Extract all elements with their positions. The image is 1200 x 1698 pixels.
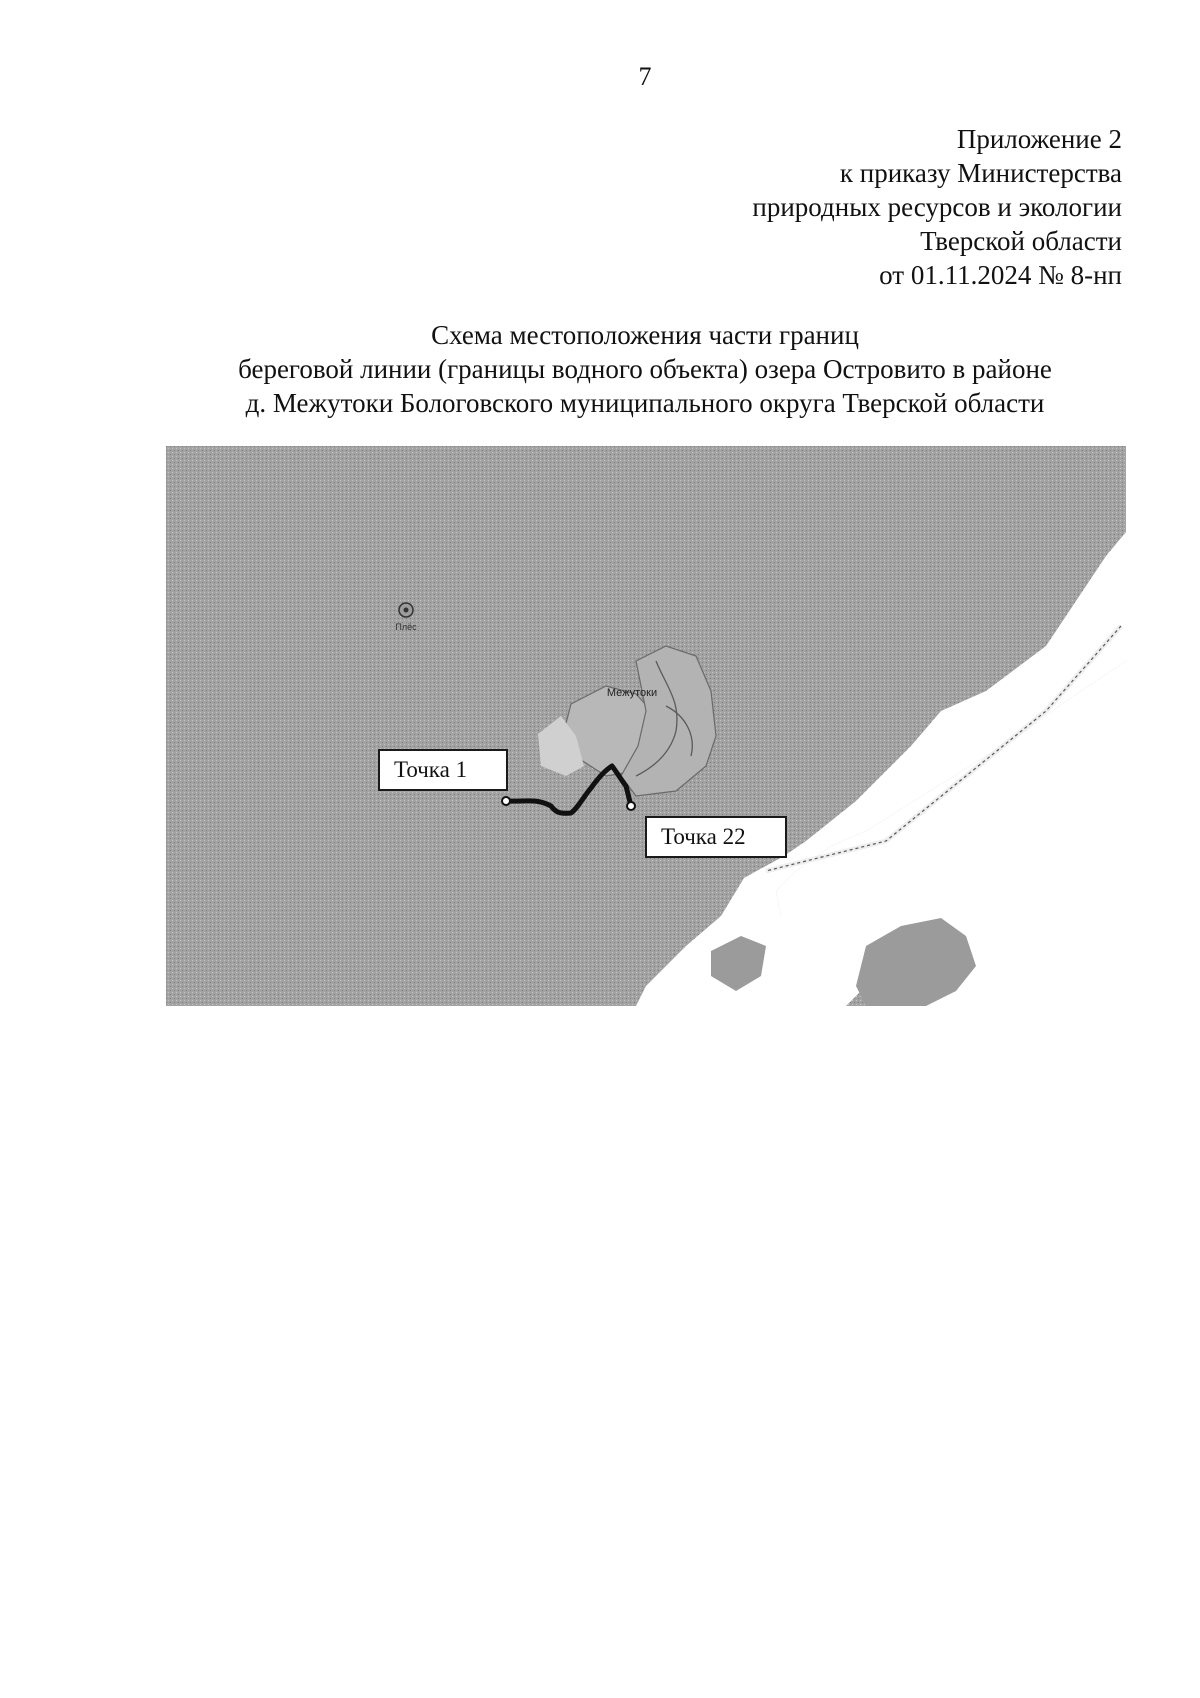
appendix-line: Приложение 2 <box>956 124 1122 154</box>
appendix-block <box>752 122 1122 292</box>
point-start-label: Точка 1 <box>378 749 508 791</box>
location-map <box>166 446 1126 1006</box>
title-line: Схема местоположения части границ <box>431 320 859 350</box>
title-line: береговой линии (границы водного объекта) озера Островито в районе <box>238 354 1052 384</box>
village-label: Межутоки <box>606 687 658 699</box>
appendix-line: от 01.11.2024 № 8-нп <box>879 260 1122 290</box>
point-end-marker <box>627 802 635 810</box>
point-end-label: Точка 22 <box>645 816 787 858</box>
point-start-marker <box>502 797 510 805</box>
page-number: 7 <box>638 62 652 91</box>
document-title <box>0 318 1200 420</box>
poi-icon-dot <box>404 608 409 613</box>
map-canvas <box>166 446 1126 1006</box>
poi-label: Плёс <box>395 622 417 632</box>
appendix-line: природных ресурсов и экологии <box>752 192 1122 222</box>
appendix-line: к приказу Министерства <box>839 158 1122 188</box>
appendix-line: Тверской области <box>920 226 1122 256</box>
title-line: д. Межутоки Бологовского муниципального округа Тверской области <box>245 388 1045 418</box>
